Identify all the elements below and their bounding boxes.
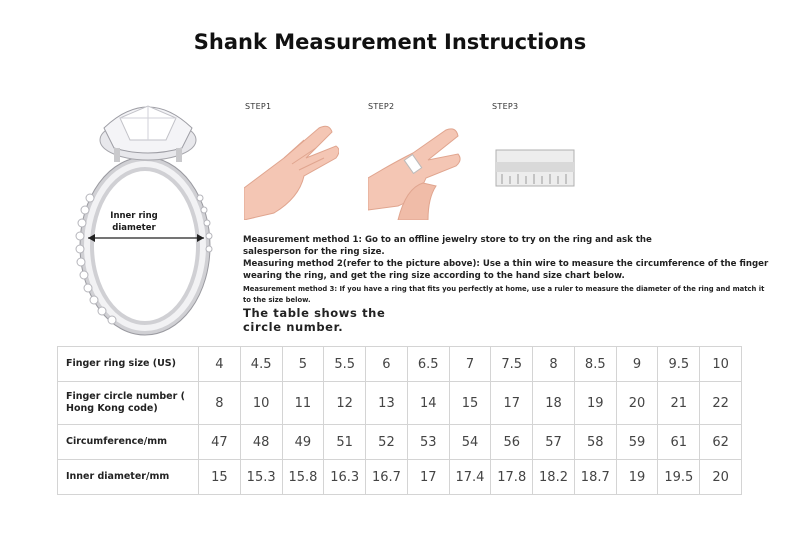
table-cell: 7 <box>449 347 491 382</box>
table-cell: 6 <box>366 347 408 382</box>
table-cell: 18.2 <box>533 460 575 495</box>
table-cell: 18.7 <box>574 460 616 495</box>
table-cell: 53 <box>407 425 449 460</box>
table-cell: 48 <box>240 425 282 460</box>
table-cell: 17 <box>491 382 533 425</box>
table-cell: 52 <box>366 425 408 460</box>
table-cell: 56 <box>491 425 533 460</box>
table-cell: 58 <box>574 425 616 460</box>
table-cell: 10 <box>240 382 282 425</box>
table-cell: 11 <box>282 382 324 425</box>
table-cell: 17 <box>407 460 449 495</box>
table-cell: 16.3 <box>324 460 366 495</box>
method-1-text: Measurement method 1: Go to an offline jewelry store to try on the ring and ask the salesperson for the ring size. <box>243 235 652 257</box>
table-cell: 4 <box>199 347 241 382</box>
table-cell: 59 <box>616 425 658 460</box>
ring-size-table <box>57 346 742 495</box>
method-3-text: Measurement method 3: If you have a ring that fits you perfectly at home, use a ruler to measure the diameter of the ring and match it to the size below. <box>243 285 765 304</box>
table-cell: 16.7 <box>366 460 408 495</box>
table-cell: 47 <box>199 425 241 460</box>
table-cell: 8 <box>533 347 575 382</box>
table-cell: 9.5 <box>658 347 700 382</box>
table-cell: 15 <box>449 382 491 425</box>
row-header: Inner diameter/mm <box>58 460 199 495</box>
step2-hand-image <box>368 118 463 220</box>
table-cell: 20 <box>700 460 742 495</box>
table-cell: 7.5 <box>491 347 533 382</box>
table-cell: 15.8 <box>282 460 324 495</box>
table-cell: 10 <box>700 347 742 382</box>
table-cell: 61 <box>658 425 700 460</box>
table-row <box>58 347 742 382</box>
page-title: Shank Measurement Instructions <box>193 30 587 54</box>
method-2-text: Measuring method 2(refer to the picture above): Use a thin wire to measure the circumference of the finger wearing the ring, and get the ring size according to the hand size chart below. <box>243 259 769 281</box>
row-header: Finger ring size (US) <box>58 347 199 382</box>
table-cell: 5.5 <box>324 347 366 382</box>
table-cell: 19 <box>574 382 616 425</box>
table-cell: 21 <box>658 382 700 425</box>
table-cell: 17.8 <box>491 460 533 495</box>
table-cell: 20 <box>616 382 658 425</box>
table-cell: 15.3 <box>240 460 282 495</box>
step3-label: STEP3 <box>492 102 519 111</box>
table-cell: 54 <box>449 425 491 460</box>
table-cell: 6.5 <box>407 347 449 382</box>
table-cell: 12 <box>324 382 366 425</box>
table-cell: 9 <box>616 347 658 382</box>
table-cell: 14 <box>407 382 449 425</box>
table-cell: 13 <box>366 382 408 425</box>
table-row <box>58 460 742 495</box>
table-cell: 17.4 <box>449 460 491 495</box>
step3-ruler-image <box>492 118 577 220</box>
table-cell: 51 <box>324 425 366 460</box>
table-cell: 18 <box>533 382 575 425</box>
row-header: Finger circle number ( Hong Kong code) <box>58 382 199 425</box>
table-cell: 8.5 <box>574 347 616 382</box>
table-cell: 22 <box>700 382 742 425</box>
table-cell: 5 <box>282 347 324 382</box>
table-cell: 49 <box>282 425 324 460</box>
row-header: Circumference/mm <box>58 425 199 460</box>
table-cell: 15 <box>199 460 241 495</box>
table-cell: 19 <box>616 460 658 495</box>
step1-hand-image <box>244 118 339 220</box>
table-cell: 8 <box>199 382 241 425</box>
table-cell: 4.5 <box>240 347 282 382</box>
step1-label: STEP1 <box>245 102 272 111</box>
table-row <box>58 382 742 425</box>
step2-label: STEP2 <box>368 102 395 111</box>
table-row <box>58 425 742 460</box>
table-note: The table shows the circle number. <box>243 306 386 334</box>
table-cell: 19.5 <box>658 460 700 495</box>
table-cell: 62 <box>700 425 742 460</box>
table-cell: 57 <box>533 425 575 460</box>
ring-diameter-label: Inner ring diameter <box>110 211 158 233</box>
